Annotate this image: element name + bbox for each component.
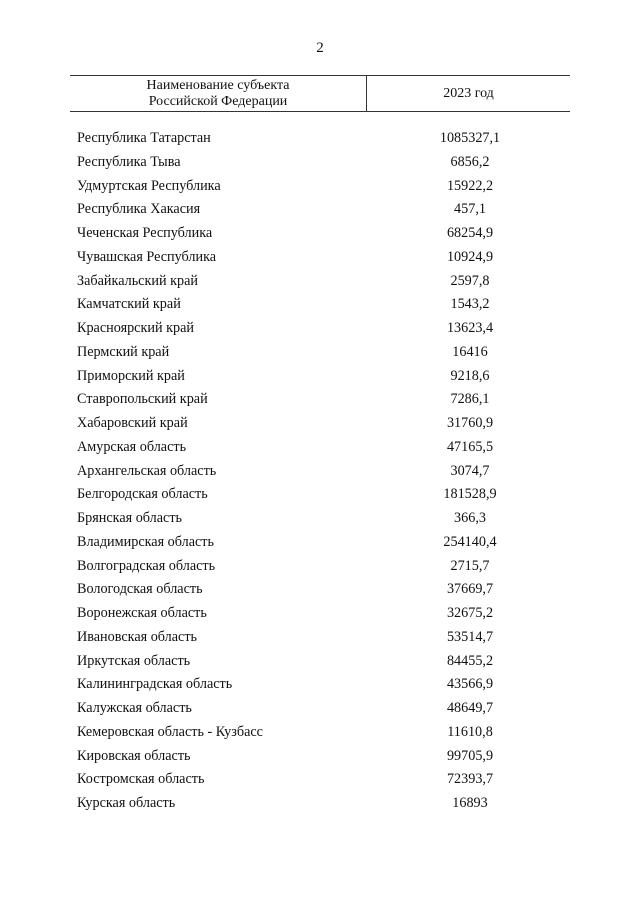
region-name: Амурская область [77, 438, 187, 455]
table-row [0, 531, 640, 555]
region-value: 10924,9 [446, 248, 494, 265]
region-name: Ивановская область [77, 628, 198, 645]
region-value: 16893 [452, 795, 488, 811]
table-row [0, 222, 640, 246]
region-value: 99705,9 [446, 747, 494, 764]
region-value: 2715,7 [450, 557, 490, 574]
region-value: 31760,9 [446, 415, 494, 431]
region-name: Ставропольский край [77, 391, 208, 408]
region-name: Калининградская область [77, 676, 233, 693]
region-value: 457,1 [454, 201, 486, 218]
region-name: Забайкальский край [77, 272, 198, 289]
table-row [0, 270, 640, 294]
region-value: 3074,7 [450, 462, 490, 479]
table-row [0, 697, 640, 721]
region-name: Архангельская область [77, 462, 217, 479]
region-value: 1085327,1 [439, 130, 501, 146]
region-value: 15922,2 [446, 177, 494, 194]
table-row [0, 460, 640, 484]
region-value: 181528,9 [443, 486, 497, 503]
table-row [0, 127, 640, 151]
column-header-region [70, 76, 367, 111]
table-row [0, 673, 640, 697]
region-name: Красноярский край [77, 320, 194, 336]
region-value: 68254,9 [446, 225, 494, 241]
region-value: 6856,2 [450, 153, 490, 170]
region-name: Приморский край [77, 367, 185, 384]
region-value: 2597,8 [450, 272, 490, 289]
table-row [0, 578, 640, 602]
region-value: 13623,4 [446, 320, 494, 336]
region-name: Удмуртская Республика [77, 177, 221, 194]
region-value: 9218,6 [450, 367, 490, 384]
column-header-region-line2: Российской Федерации [148, 93, 288, 109]
region-value: 7286,1 [450, 391, 490, 408]
region-name: Вологодская область [77, 581, 203, 598]
table-row [0, 768, 640, 792]
region-name: Калужская область [77, 700, 192, 716]
table-row [0, 365, 640, 389]
column-header-region-line1: Наименование субъекта [146, 77, 290, 93]
region-value: 1543,2 [450, 296, 490, 313]
table-row [0, 341, 640, 365]
table-row [0, 388, 640, 412]
table-row [0, 626, 640, 650]
region-value: 84455,2 [446, 652, 494, 669]
table-row [0, 483, 640, 507]
region-value: 16416 [452, 343, 488, 360]
region-name: Волгоградская область [77, 557, 216, 574]
table-row [0, 721, 640, 745]
region-name: Камчатский край [77, 296, 181, 313]
table-row [0, 792, 640, 816]
region-name: Чеченская Республика [77, 225, 213, 241]
region-value: 47165,5 [446, 438, 494, 455]
table-row [0, 151, 640, 175]
region-value: 53514,7 [446, 628, 494, 645]
region-name: Кемеровская область - Кузбасс [77, 723, 263, 740]
region-value: 37669,7 [446, 581, 494, 598]
region-name: Курская область [77, 795, 176, 811]
region-value: 48649,7 [446, 700, 494, 716]
table-row [0, 650, 640, 674]
table-row [0, 198, 640, 222]
table-row [0, 175, 640, 199]
region-value: 43566,9 [446, 676, 494, 693]
region-name: Хабаровский край [77, 415, 188, 431]
table-header [70, 75, 570, 112]
table-row [0, 246, 640, 270]
table-row [0, 317, 640, 341]
table-row [0, 507, 640, 531]
region-value: 254140,4 [443, 533, 497, 550]
table-row [0, 412, 640, 436]
region-name: Пермский край [77, 343, 170, 360]
region-name: Владимирская область [77, 533, 214, 550]
region-value: 72393,7 [446, 771, 494, 788]
region-name: Кировская область [77, 747, 191, 764]
region-value: 11610,8 [447, 723, 493, 740]
column-header-year: 2023 год [443, 85, 494, 101]
region-name: Воронежская область [77, 605, 207, 621]
region-name: Белгородская область [77, 486, 208, 503]
table-row [0, 436, 640, 460]
region-name: Республика Хакасия [77, 201, 201, 218]
region-name: Брянская область [77, 510, 183, 526]
page-number: 2 [316, 40, 324, 56]
table-row [0, 745, 640, 769]
region-value: 32675,2 [446, 605, 494, 621]
table-row [0, 293, 640, 317]
region-name: Иркутская область [77, 652, 191, 669]
region-value: 366,3 [454, 510, 486, 526]
table-row [0, 602, 640, 626]
region-name: Республика Татарстан [77, 130, 211, 146]
region-name: Костромская область [77, 771, 205, 788]
region-name: Чувашская Республика [77, 248, 217, 265]
table-row [0, 555, 640, 579]
table-body [0, 127, 640, 816]
region-name: Республика Тыва [77, 153, 181, 170]
